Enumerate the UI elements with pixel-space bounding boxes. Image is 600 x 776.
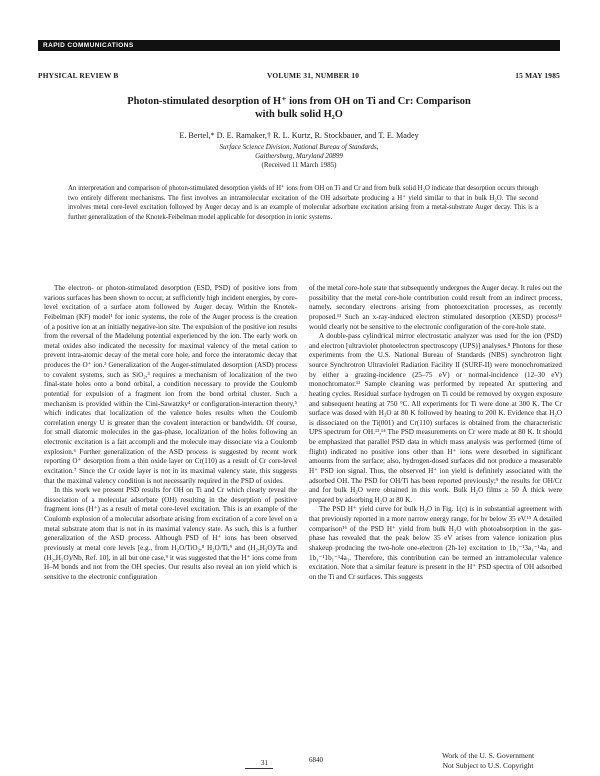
rapid-communications-banner: RAPID COMMUNICATIONS <box>38 40 560 51</box>
abstract: An interpretation and comparison of photon-stimulated desorption yields of H⁺ ions from OH on Ti and Cr and from bulk solid H₂O indicate that desorption occurs through two entirely different mechanisms. The first involves an intramolecular excitation of the OH adsorbate producing a H⁺ yield similar to that in bulk H₂O. The second involves metal core-level excitation followed by Auger decay and is an example of molecular adsorbate excitation arising from a metal-substrate Auger decay. This is a further generalization of the Knotek-Feibelman model applicable for desorption in ionic systems. <box>68 185 538 222</box>
article-title <box>38 95 560 121</box>
body-paragraph: In this work we present PSD results for OH on Ti and Cr which clearly reveal the dissociation of a molecular adsorbate (OH) resulting in the desorption of positive fragment ions (H⁺) as a result of metal core-level excitation. This is an example of the Coulomb explosion of a molecular adsorbate arising from excitation of a core level on a metal substrate atom that is not in its maximal valency state. As such, this is a further generalization of the ASD process. Although PSD of H⁺ ions has been observed previously at metal core levels [e.g., from H₂O/TiO₂,⁸ H₂O/Ti,⁹ and (H₂,H₂O)/Ta and (H₂,H₂O)/Nb, Ref. 10], in all but one case,⁹ it was suggested that the H⁺ ions come from H–M bonds and not from the OH species. Our results also reveal an ion yield which is sensitive to the electronic configuration <box>44 486 297 581</box>
body-paragraph: of the metal core-hole state that subsequently undergoes the Auger decay. It rules out the possibility that the metal core-hole contribution could result from an indirect process, namely, secondary electrons arising from photoexcitation processes, as recently proposed.¹¹ Such an x-ray-induced electron stimulated desorption (XESD) process¹¹ would clearly not be sensitive to the electronic configuration of the core-hole state. <box>309 284 562 331</box>
copyright-line-2: Not Subject to U.S. Copyright <box>442 761 534 770</box>
copyright-notice <box>418 751 558 771</box>
page-number: 6840 <box>309 756 323 764</box>
body-paragraph: The PSD H⁺ yield curve for bulk H₂O in Fig. 1(c) is in substantial agreement with that previously reported in a more narrow energy range, for hν below 35 eV.¹⁵ A detailed comparison¹⁶ of the PSD H⁺ yield from bulk H₂O with photoabsorption in the gas-phase has revealed that the peak below 35 eV arises from valence ionization plus shakeup producing the two-hole one-electron (2h-1e) excitation to 1b₁⁻¹3a₁⁻¹4a₁ and 1b₁⁻¹1b₁⁻¹4a₁. Therefore, this contribution can be termed an intramolecular valence excitation. Note that a similar feature is present in the H⁺ PSD spectra of OH adsorbed on the Ti and Cr surfaces. This suggests <box>309 505 562 581</box>
footer-rule <box>245 768 273 769</box>
volume-page-mark: 31 <box>261 759 268 767</box>
volume-number: VOLUME 31, NUMBER 10 <box>267 71 360 80</box>
affiliation-division: Surface Science Division, National Bureau of Standards, <box>219 143 379 151</box>
title-line-2: with bulk solid H₂O <box>255 109 343 120</box>
body-right-column <box>309 284 562 754</box>
body-left-column <box>44 284 297 754</box>
affiliation <box>38 143 560 170</box>
issue-date: 15 MAY 1985 <box>515 71 560 80</box>
body-paragraph: A double-pass cylindrical mirror electrostatic analyzer was used for the ion (PSD) and electron [ultraviolet photoelectron spectroscopy (UPS)] analyses.⁸ Photons for these experiments from the U.S. National Bureau of Standards (NBS) synchrotron light source Synchrotron Ultraviolet Radiation Facility II (SURF-II) were monochromatized by either a grazing-incidence (25–75 eV) or normal-incidence (12–30 eV) monochromator.¹² Sample cleaning was performed by repeated Ar sputtering and heating cycles. Residual surface hydrogen on Ti could be removed by oxygen exposure and subsequent heating at 750 °C. All experiments for Ti were done at 300 K. The Cr surface was dosed with H₂O at 80 K followed by heating to 200 K. Evidence that H₂O is dissociated on the Ti(001) and Cr(110) surfaces is obtained from the characteristic UPS spectrum for OH.¹³,¹⁴ The PSD measurements on Cr were made at 80 K. It should be emphasized that parallel PSD data in which mass analysis was performed (time of flight) indicated no positive ions other than H⁺ ions were desorbed in significant amounts from the surface; also, hydrogen-dosed surfaces did not produce a measurable H⁺ PSD ion signal. Thus, the observed H⁺ ion yield is definitely associated with the adsorbed OH. The PSD for OH/Ti has been reported previously;⁹ the results for OH/Cr and for bulk H₂O were obtained in this work. Bulk H₂O films ≥ 50 Å thick were prepared by adsorbing H₂O at 80 K. <box>309 332 562 504</box>
author-list: E. Bertel,* D. E. Ramaker,† R. L. Kurtz, R. Stockbauer, and T. E. Madey <box>179 131 419 140</box>
journal-name: PHYSICAL REVIEW B <box>38 71 119 80</box>
body-paragraph: The electron- or photon-stimulated desorption (ESD, PSD) of positive ions from various surfaces has been shown to occur, at sufficiently high incident energies, by core-level excitation of a surface atom followed by Auger decay. Within the Knotek-Feibelman (KF) model¹ for ionic systems, the role of the Auger process is the creation of a positive ion at an initially negative-ion site. The expulsion of the positive ion results from the reversal of the Madelung potential experienced by the ion. The early work on metal oxides also indicated the necessity for maximal valency of the metal cation to prevent intra-atomic decay of the metal core hole, and force the interatomic decay that produces the O⁺ ion.² Generalization of the Auger-stimulated desorption (ASD) process to covalent systems, such as SiO₂,³ requires a mechanism of localization of the two final-state holes onto a bond orbital, a condition necessary to provide the Coulomb potential for expulsion of a fragment ion from the bond orbital cluster. Such a mechanism is provided within the Cini-Sawatzky⁴ or configuration-interaction theory,⁵ which indicates that localization of the valence holes results when the Coulomb correlation energy U is greater than the covalent interaction or bandwidth. Of course, for small diatomic molecules in the gas-phase, localization of the holes following an electronic excitation is a fait accompli and the molecule may dissociate via a Coulomb explosion.⁶ Further generalization of the ASD process is suggested by recent work reporting O⁺ desorption from a thin oxide layer on Cr(110) as a result of Cr core-level excitation.⁷ Since the Cr oxide layer is not in its maximal valency state, this suggests that the maximal valency condition is not necessarily required in the PSD of oxides. <box>44 284 297 485</box>
affiliation-location: Gaithersburg, Maryland 20899 <box>255 152 343 160</box>
received-date: (Received 11 March 1985) <box>261 161 337 169</box>
title-line-1: Photon-stimulated desorption of H⁺ ions from OH on Ti and Cr: Comparison <box>127 96 471 107</box>
copyright-line-1: Work of the U. S. Government <box>441 751 535 760</box>
